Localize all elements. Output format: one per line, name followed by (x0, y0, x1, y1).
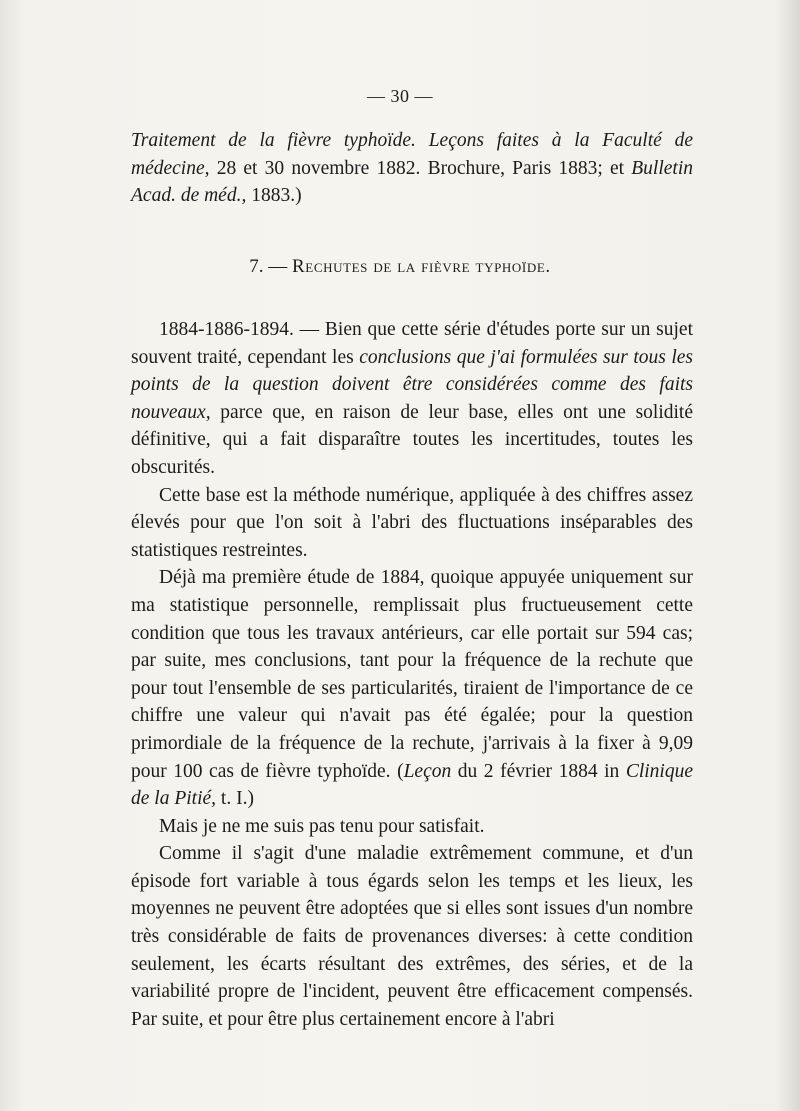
paragraph-1-rest: parce que, en raison de leur base, elles ont une solidité définitive, qui a fait disparaître toutes les incertitudes, toutes les obscurités. (131, 401, 693, 478)
section-heading (0, 256, 800, 278)
reference-title: Traitement de la fièvre typhoïde. Leçons faites à la Faculté de médecine, (131, 130, 693, 179)
page-number: — 30 — (367, 86, 433, 106)
paragraph-1-lead: 1884-1886-1894. — Bien que cette série d'études porte sur un sujet souvent traité, cependant les (131, 319, 693, 368)
reference-citation (131, 127, 693, 210)
body-text (131, 316, 693, 1033)
paragraph-4: Mais je ne me suis pas tenu pour satisfait. (159, 815, 485, 837)
section-title: Rechutes de la fièvre typhoïde. (292, 256, 551, 277)
paragraph-3-text: Déjà ma première étude de 1884, quoique appuyée uniquement sur ma statistique personnelle, remplissait plus fructueusement cette condition que tous les travaux antérieurs, car elle portait sur 594 cas; par suite, mes conclusions, tant pour la fréquence de la rechute que pour tout l'ensemble de ses particularités, tiraient de l'importance de ce chiffre une valeur qui n'avait pas été égalée; pour la question primordiale de la fréquence de la rechute, j'arrivais à la fixer à 9,09 pour 100 cas de fièvre typhoïde. ( (131, 567, 693, 782)
section-number: 7. — (249, 256, 288, 277)
reference-details: 28 et 30 novembre 1882. Brochure, Paris 1883; et (209, 157, 632, 179)
paragraph-3 (131, 564, 693, 812)
paragraph-3-lecon: Leçon (403, 760, 452, 782)
paragraph-2: Cette base est la méthode numérique, appliquée à des chiffres assez élevés pour que l'on soit à l'abri des fluctuations inséparables des statistiques restreintes. (131, 484, 693, 561)
paragraph-3-mid: du 2 février 1884 in (451, 760, 626, 782)
paragraph-3-end: t. I.) (216, 788, 254, 810)
paragraph-1-emphasis: conclusions que j'ai formulées sur tous les points de la question doivent être considérées comme des faits nouveaux, (131, 346, 694, 423)
reference-year: 1883.) (246, 185, 302, 207)
paragraph-5: Comme il s'agit d'une maladie extrêmement commune, et d'un épisode fort variable à tous égards selon les temps et les lieux, les moyennes ne peuvent être adoptées que si elles sont issues d'un nombre très considérable de faits de provenances diverses: à cette condition seulement, les écarts résultant des extrêmes, des séries, et de la variabilité propre de l'incident, peuvent être efficacement compensés. Par suite, et pour être plus certainement encore à l'abri (131, 843, 693, 1030)
paragraph-3-clinique: Clinique de la Pitié, (131, 760, 693, 810)
paragraph-1 (131, 316, 693, 482)
reference-journal: Bulletin Acad. de méd., (131, 157, 693, 207)
